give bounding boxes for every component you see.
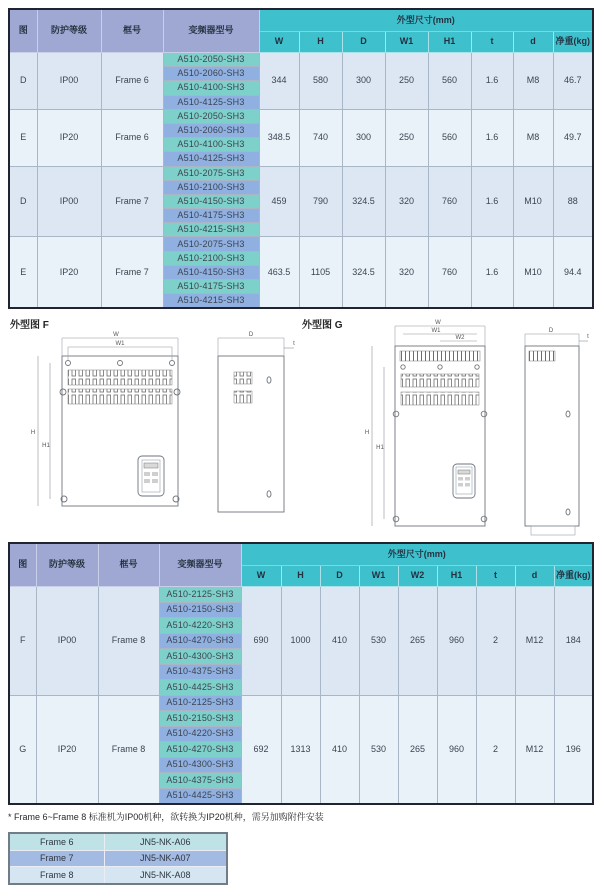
header-frame: 框号	[98, 543, 159, 587]
model-cell: A510-4175-SH3	[163, 209, 259, 223]
header-w2: W2	[398, 566, 437, 587]
model-cell: A510-4300-SH3	[159, 649, 241, 665]
dim-d: 324.5	[342, 237, 385, 308]
header-frame: 框号	[101, 9, 163, 53]
table-row	[9, 867, 227, 884]
model-cell: A510-2060-SH3	[163, 123, 259, 137]
accessory-frame-cell: Frame 8	[9, 867, 104, 884]
model-cell: A510-4425-SH3	[159, 680, 241, 696]
model-cell: A510-2150-SH3	[159, 711, 241, 727]
drawing-g-label: 外型图 G	[302, 320, 343, 331]
header-d: D	[342, 32, 385, 53]
accessory-part-cell: JN5-NK-A06	[104, 833, 227, 850]
weight-cell: 49.7	[553, 109, 593, 166]
dim-h: 740	[299, 109, 342, 166]
dim-w: 692	[241, 695, 281, 804]
frame-cell: Frame 7	[101, 166, 163, 237]
dim-w: 690	[241, 587, 281, 696]
header-weight: 净重(kg)	[553, 32, 593, 53]
dim-label-h1: H1	[376, 445, 384, 451]
model-cell: A510-2100-SH3	[163, 251, 259, 265]
figure-cell: D	[9, 53, 37, 110]
dim-label-h: H	[30, 430, 36, 436]
protection-cell: IP00	[37, 166, 101, 237]
header-w: W	[241, 566, 281, 587]
header-w1: W1	[359, 566, 398, 587]
dim-w2: 265	[398, 587, 437, 696]
header-model: 变频器型号	[163, 9, 259, 53]
model-cell: A510-2075-SH3	[163, 237, 259, 251]
dim-d: 410	[320, 695, 359, 804]
dim-h: 790	[299, 166, 342, 237]
dim-w2: 265	[398, 695, 437, 804]
model-cell: A510-2060-SH3	[163, 67, 259, 81]
header-h1: H1	[437, 566, 476, 587]
header-h: H	[299, 32, 342, 53]
dim-screw: M10	[513, 237, 553, 308]
model-cell: A510-4215-SH3	[163, 294, 259, 308]
dim-label-w: W	[435, 320, 441, 326]
header-dims-group: 外型尺寸(mm)	[259, 9, 593, 32]
model-cell: A510-4150-SH3	[163, 265, 259, 279]
vent-slots-row1	[401, 374, 479, 387]
dim-w1: 250	[385, 53, 428, 110]
dim-w1: 530	[359, 695, 398, 804]
dim-h: 1313	[281, 695, 320, 804]
model-cell: A510-2050-SH3	[163, 53, 259, 67]
header-d-screw: d	[515, 566, 554, 587]
dim-h1: 960	[437, 695, 476, 804]
model-cell: A510-4375-SH3	[159, 773, 241, 789]
weight-cell: 196	[554, 695, 593, 804]
dim-h1: 960	[437, 587, 476, 696]
header-h: H	[281, 566, 320, 587]
accessory-part-cell: JN5-NK-A08	[104, 867, 227, 884]
dim-t: 2	[476, 587, 515, 696]
dim-label-depth: D	[548, 328, 554, 334]
protection-cell: IP00	[37, 53, 101, 110]
outline-figure-f	[8, 314, 300, 540]
weight-cell: 46.7	[553, 53, 593, 110]
accessory-frame-cell: Frame 6	[9, 833, 104, 850]
header-t: t	[471, 32, 513, 53]
accessory-frame-cell: Frame 7	[9, 850, 104, 867]
model-cell: A510-4300-SH3	[159, 757, 241, 773]
model-cell: A510-4270-SH3	[159, 633, 241, 649]
header-h1: H1	[428, 32, 471, 53]
dim-d: 300	[342, 53, 385, 110]
model-cell: A510-2050-SH3	[163, 109, 259, 123]
weight-cell: 94.4	[553, 237, 593, 308]
frame-cell: Frame 7	[101, 237, 163, 308]
drawing-f-label: 外型图 F	[10, 320, 49, 331]
dim-h1: 760	[428, 237, 471, 308]
model-cell: A510-4375-SH3	[159, 664, 241, 680]
model-cell: A510-4100-SH3	[163, 81, 259, 95]
dim-t: 1.6	[471, 109, 513, 166]
dim-t: 2	[476, 695, 515, 804]
dim-label-h: H	[364, 430, 370, 436]
header-model: 变频器型号	[159, 543, 241, 587]
model-cell: A510-2125-SH3	[159, 587, 241, 603]
figure-cell: E	[9, 237, 37, 308]
dim-label-depth: D	[248, 332, 254, 338]
header-protection: 防护等级	[37, 9, 101, 53]
model-cell: A510-4125-SH3	[163, 95, 259, 109]
drawing-f-svg	[8, 314, 300, 540]
model-cell: A510-4150-SH3	[163, 194, 259, 208]
model-cell: A510-4220-SH3	[159, 726, 241, 742]
keypad	[453, 464, 475, 498]
protection-cell: IP20	[37, 109, 101, 166]
table-row	[9, 850, 227, 867]
footnote: * Frame 6~Frame 8 标准机为IP00机种，欲转换为IP20机种，需另加购附件安装	[8, 812, 324, 822]
weight-cell: 88	[553, 166, 593, 237]
frame-cell: Frame 6	[101, 109, 163, 166]
frame-cell: Frame 8	[98, 695, 159, 804]
dim-t: 1.6	[471, 237, 513, 308]
header-w: W	[259, 32, 299, 53]
bottom-conduit-box	[531, 526, 575, 535]
header-weight: 净重(kg)	[554, 566, 593, 587]
dim-label-w: W	[113, 332, 119, 338]
dim-screw: M8	[513, 53, 553, 110]
weight-cell: 184	[554, 587, 593, 696]
spec-table-1	[8, 8, 594, 309]
header-protection: 防护等级	[36, 543, 98, 587]
dim-w: 344	[259, 53, 299, 110]
dim-t: 1.6	[471, 166, 513, 237]
model-cell: A510-4125-SH3	[163, 152, 259, 166]
figure-cell: G	[9, 695, 36, 804]
dim-label-t: t	[587, 334, 589, 340]
header-fig: 图	[9, 9, 37, 53]
drawing-f-side-view	[218, 332, 295, 512]
dim-h: 580	[299, 53, 342, 110]
dim-w: 459	[259, 166, 299, 237]
accessory-kit-table	[8, 832, 228, 885]
figure-cell: D	[9, 166, 37, 237]
drawing-f-front-view	[31, 332, 180, 506]
dim-label-w2: W2	[455, 335, 465, 341]
model-cell: A510-4220-SH3	[159, 618, 241, 634]
dim-label-w1: W1	[115, 341, 125, 347]
table-row	[9, 833, 227, 850]
header-w1: W1	[385, 32, 428, 53]
vent-slots-row2	[401, 392, 479, 405]
dimension-table-frame8	[8, 542, 594, 805]
figure-cell: E	[9, 109, 37, 166]
dim-t: 1.6	[471, 53, 513, 110]
drawing-g-svg	[300, 314, 592, 540]
model-cell: A510-4425-SH3	[159, 788, 241, 804]
dim-h1: 560	[428, 109, 471, 166]
dim-w1: 320	[385, 237, 428, 308]
figure-cell: F	[9, 587, 36, 696]
outline-drawings-section	[8, 314, 592, 540]
header-d: D	[320, 566, 359, 587]
dim-d: 324.5	[342, 166, 385, 237]
model-cell: A510-4175-SH3	[163, 280, 259, 294]
frame-cell: Frame 6	[101, 53, 163, 110]
dim-w1: 250	[385, 109, 428, 166]
dim-h: 1105	[299, 237, 342, 308]
dim-label-h1: H1	[42, 443, 50, 449]
dim-screw: M12	[515, 695, 554, 804]
header-dims-group: 外型尺寸(mm)	[241, 543, 593, 566]
header-d-screw: d	[513, 32, 553, 53]
dim-d: 300	[342, 109, 385, 166]
dim-screw: M12	[515, 587, 554, 696]
dim-h1: 560	[428, 53, 471, 110]
model-cell: A510-4215-SH3	[163, 223, 259, 237]
model-cell: A510-4270-SH3	[159, 742, 241, 758]
model-cell: A510-2150-SH3	[159, 602, 241, 618]
dim-h1: 760	[428, 166, 471, 237]
protection-cell: IP20	[37, 237, 101, 308]
outline-figure-g	[300, 314, 592, 540]
model-cell: A510-2100-SH3	[163, 180, 259, 194]
dim-w1: 530	[359, 587, 398, 696]
dim-label-w1: W1	[431, 328, 441, 334]
model-cell: A510-2075-SH3	[163, 166, 259, 180]
header-t: t	[476, 566, 515, 587]
header-fig: 图	[9, 543, 36, 587]
dim-h: 1000	[281, 587, 320, 696]
dim-screw: M8	[513, 109, 553, 166]
model-cell: A510-2125-SH3	[159, 695, 241, 711]
accessory-part-cell: JN5-NK-A07	[104, 850, 227, 867]
dim-d: 410	[320, 587, 359, 696]
dim-label-t: t	[293, 341, 295, 347]
dimension-table-frame6-7	[8, 8, 594, 309]
dim-w: 348.5	[259, 109, 299, 166]
top-grille	[400, 351, 480, 361]
drawing-g-front-view	[365, 320, 487, 526]
drawing-g-side-view	[525, 328, 589, 535]
dim-w: 463.5	[259, 237, 299, 308]
vent-slots-row2	[68, 389, 172, 404]
spec-table-2	[8, 542, 594, 805]
vent-slots-row1	[68, 370, 172, 385]
dim-screw: M10	[513, 166, 553, 237]
dim-w1: 320	[385, 166, 428, 237]
accessory-table	[8, 832, 228, 885]
keypad	[138, 456, 164, 496]
protection-cell: IP20	[36, 695, 98, 804]
model-cell: A510-4100-SH3	[163, 138, 259, 152]
protection-cell: IP00	[36, 587, 98, 696]
frame-cell: Frame 8	[98, 587, 159, 696]
